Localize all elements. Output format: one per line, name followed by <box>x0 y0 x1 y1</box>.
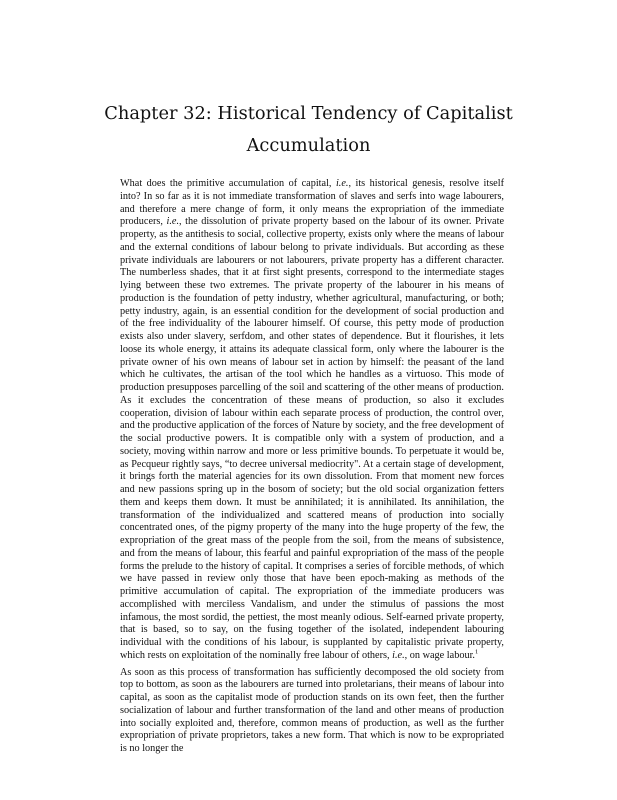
italic-abbreviation: i.e. <box>335 178 349 189</box>
footnote-marker[interactable]: 1 <box>474 648 479 656</box>
italic-abbreviation: i.e. <box>166 216 180 228</box>
text-run: , on wage labour. <box>404 649 475 661</box>
text-run: As soon as this process of transformation has sufficiently decomposed the old society from top to bottom, as soon as the labourers are turned into proletarians, their means of labour into capital, as soon as the capitalist mode of production stands on its own feet, then the further socialization of labour and further transformation of the land and other means of production into socially exploited and, therefore, common means of production, as well as the further expropriation of private proprietors, takes a new form. That which is now to be expropriated is no longer the <box>120 666 504 754</box>
chapter-body <box>120 178 504 760</box>
text-run: , the dissolution of private property based on the labour of its owner. Private property, as the antithesis to social, collective property, exists only where the means of labour and the external conditions of labour belong to private individuals. But according as these private individuals are labourers or not labourers, private property has a different character. The numberless shades, that it at first sight presents, correspond to the intermediate stages lying between these two extremes. The private property of the labourer in his means of production is the foundation of petty industry, whether agricultural, manufacturing, or both; petty industry, again, is an essential condition for the development of social production and of the free individuality of the labourer himself. Of course, this petty mode of production exists also under slavery, serfdom, and other states of dependence. But it flourishes, it lets loose its whole energy, it attains its adequate classical form, only where the labourer is the private owner of his own means of labour set in action by himself: the peasant of the land which he cultivates, the artisan of the tool which he handles as a virtuoso. This mode of production presupposes parcelling of the soil and scattering of the other means of production. As it excludes the concentration of these means of production, so also it excludes cooperation, division of labour within each separate process of production, the control over, and the productive application of the forces of Nature by society, and the free development of the social productive powers. It is compatible only with a system of production, and a society, moving within narrow and more or less primitive bounds. To perpetuate it would be, as Pecqueur rightly says, “to decree universal mediocrity". At a certain stage of development, it brings forth the material agencies for its own dissolution. From that moment new forces and new passions spring up in the bosom of society; but the old social organization fetters them and keeps them down. It must be annihilated; it is annihilated. Its annihilation, the transformation of the individualized and scattered means of production into socially concentrated ones, of the pigmy property of the many into the huge property of the few, the expropriation of the great mass of the people from the soil, from the means of subsistence, and from the means of labour, this fearful and painful expropriation of the mass of the people forms the prelude to the history of capital. It comprises a series of forcible methods, of which we have passed in review only those that have been epoch-making as methods of the primitive accumulation of capital. The expropriation of the immediate producers was accomplished with merciless Vandalism, and under the stimulus of passions the most infamous, the most sordid, the pettiest, the most meanly odious. Self-earned private property, that is based, so to say, on the fusing together of the isolated, independent labouring individual with the conditions of his labour, is supplanted by capitalistic private property, which rests on exploitation of the nominally free labour of others, <box>120 216 504 661</box>
text-run: , its historical genesis, resolve itself into? In so far as it is not immediate transformation of slaves and serfs into wage labourers, and therefore a mere change of form, it only means the expropriation of the immediate producers, <box>120 178 504 228</box>
italic-abbreviation: i.e. <box>392 649 405 661</box>
text-run: What does the primitive accumulation of capital, <box>120 178 336 189</box>
paragraph <box>120 178 504 663</box>
paragraph <box>120 667 504 756</box>
chapter-title: Chapter 32: Historical Tendency of Capitalist Accumulation <box>104 103 513 156</box>
